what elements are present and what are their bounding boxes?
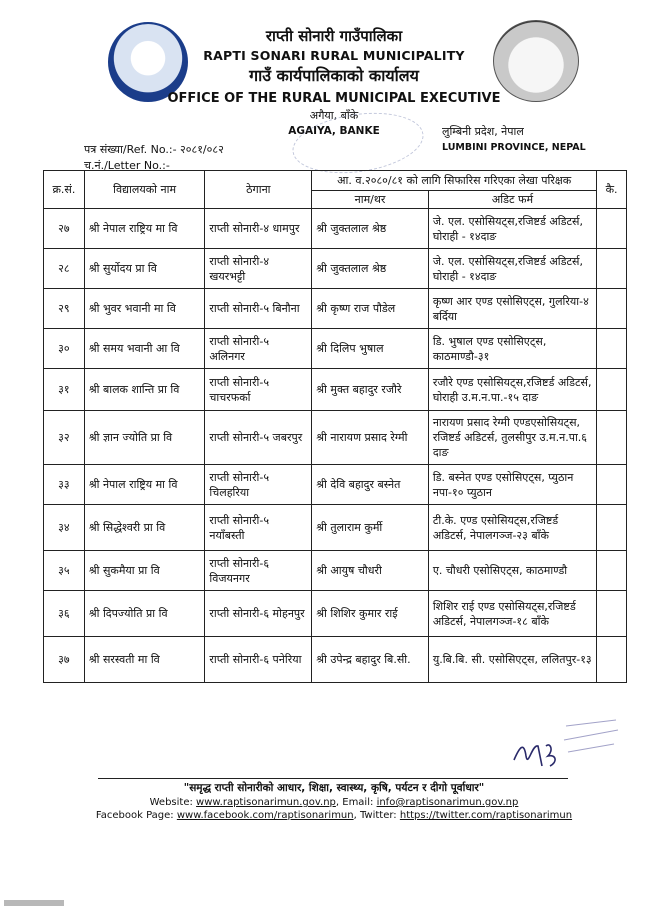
row-address: राप्ती सोनारी-४ खयरभट्टी [205,249,312,289]
header-sn: क्र.सं. [44,171,85,209]
row-remarks [597,505,627,551]
row-sn: ३३ [44,465,85,505]
table-row [44,369,627,411]
row-address: राप्ती सोनारी-५ अलिनगर [205,329,312,369]
row-address: राप्ती सोनारी-४ धामपुर [205,209,312,249]
row-school: श्री नेपाल राष्ट्रिय मा वि [84,465,205,505]
row-sn: ३५ [44,551,85,591]
website-link[interactable]: www.raptisonarimun.gov.np [196,797,336,808]
office-name-en: OFFICE OF THE RURAL MUNICIPAL EXECUTIVE [167,91,501,106]
row-auditor: श्री आयुष चौधरी [312,551,429,591]
row-sn: ३१ [44,369,85,411]
header-auditor-group: आ. व.२०८०/८१ को लागि सिफारिस गरिएका लेखा परिक्षक [312,171,597,191]
row-auditor: श्री नारायण प्रसाद रेग्मी [312,411,429,465]
municipality-name-np: राप्ती सोनारी गाउँपालिका [265,27,403,45]
table-row [44,249,627,289]
row-firm: टी.के. एण्ड एसोसियट्स,रजिष्टर्ड अडिटर्स, नेपालगञ्ज-२३ बाँके [428,505,596,551]
footer-slogan: "समृद्ध राप्ती सोनारीको आधार, शिक्षा, स्वास्थ्य, कृषि, पर्यटन र दीगो पूर्वाधार" [183,782,485,794]
email-link[interactable]: info@raptisonarimun.gov.np [376,797,519,808]
table-row [44,411,627,465]
auditor-recommendation-table [43,170,627,683]
row-remarks [597,591,627,637]
row-firm: जे. एल. एसोसियट्स,रजिष्टर्ड अडिटर्स, घोराही - १४दाङ [428,249,596,289]
row-school: श्री ज्ञान ज्योति प्रा वि [84,411,205,465]
header-audit-firm: अडिट फर्म [428,191,596,209]
row-address: राप्ती सोनारी-६ विजयनगर [205,551,312,591]
table-row [44,329,627,369]
footer-contact-line [0,797,668,808]
office-name-np: गाउँ कार्यपालिकाको कार्यालय [249,66,419,85]
header-school: विद्यालयको नाम [84,171,205,209]
row-firm: डि. बस्नेत एण्ड एसोसिएट्स, प्युठान नपा-१० प्युठान [428,465,596,505]
row-firm: कृष्ण आर एण्ड एसोसिएट्स, गुलरिया-४ बर्दिया [428,289,596,329]
table-row [44,289,627,329]
footer-divider [98,778,568,779]
twitter-link[interactable]: https://twitter.com/raptisonarimun [399,810,573,821]
row-firm: शिशिर राई एण्ड एसोसियट्स,रजिष्टर्ड अडिटर्स, नेपालगञ्ज-१८ बाँके [428,591,596,637]
row-address: राप्ती सोनारी-५ नयाँबस्ती [205,505,312,551]
row-sn: २७ [44,209,85,249]
row-auditor: श्री कृष्ण राज पौडेल [312,289,429,329]
row-sn: ३६ [44,591,85,637]
row-remarks [597,551,627,591]
row-remarks [597,637,627,683]
table-row [44,465,627,505]
row-sn: ३० [44,329,85,369]
signature [506,716,626,776]
row-sn: ३२ [44,411,85,465]
header-address: ठेगाना [205,171,312,209]
municipality-name-en: RAPTI SONARI RURAL MUNICIPALITY [203,48,465,63]
table-row [44,591,627,637]
row-sn: २९ [44,289,85,329]
row-school: श्री सरस्वती मा वि [84,637,205,683]
facebook-link[interactable]: www.facebook.com/raptisonarimun [176,810,354,821]
location-en: AGAIYA, BANKE [288,125,380,137]
row-firm: जे. एल. एसोसियट्स,रजिष्टर्ड अडिटर्स, घोराही - १४दाङ [428,209,596,249]
row-school: श्री नेपाल राष्ट्रिय मा वि [84,209,205,249]
email-label: , Email: [335,797,374,808]
table-row [44,209,627,249]
ref-number [84,142,224,157]
row-firm: डि. भुषाल एण्ड एसोसिएट्स, काठमाण्डौ-३१ [428,329,596,369]
province-en: LUMBINI PROVINCE, NEPAL [442,142,586,153]
row-sn: ३४ [44,505,85,551]
table-row [44,637,627,683]
row-remarks [597,289,627,329]
row-school: श्री दिपज्योति प्रा वि [84,591,205,637]
row-address: राप्ती सोनारी-६ मोहनपुर [205,591,312,637]
letter-number: च.नं./Letter No.:- [84,159,170,172]
row-school: श्री भुवर भवानी मा वि [84,289,205,329]
row-remarks [597,249,627,289]
row-auditor: श्री दिलिप भुषाल [312,329,429,369]
row-address: राप्ती सोनारी-५ चाचरफर्का [205,369,312,411]
province-np: लुम्बिनी प्रदेश, नेपाल [442,125,524,138]
ref-value: २०८१/०८२ [180,143,224,156]
twitter-label: , Twitter: [353,810,397,821]
row-school: श्री सुर्योदय प्रा वि [84,249,205,289]
row-auditor: श्री उपेन्द्र बहादुर बि.सी. [312,637,429,683]
row-firm: ए. चौधरी एसोसिएट्स, काठमाण्डौ [428,551,596,591]
row-firm: नारायण प्रसाद रेग्मी एण्डएसोसियट्स, रजिष्टर्ड अडिटर्स, तुलसीपुर उ.म.न.पा.६ दाङ [428,411,596,465]
row-auditor: श्री देवि बहादुर बस्नेत [312,465,429,505]
row-school: श्री सिद्धेश्वरी प्रा वि [84,505,205,551]
facebook-label: Facebook Page: [95,810,174,821]
footer-social-line [0,810,668,821]
ref-label: पत्र संख्या/Ref. No.:- [84,143,177,156]
row-auditor: श्री मुक्त बहादुर रजौरे [312,369,429,411]
row-school: श्री समय भवानी आ वि [84,329,205,369]
row-firm: रजौरे एण्ड एसोसियट्स,रजिष्टर्ड अडिटर्स, घोराही उ.म.न.पा.-१५ दाङ [428,369,596,411]
row-remarks [597,411,627,465]
row-sn: ३७ [44,637,85,683]
row-remarks [597,369,627,411]
row-school: श्री सुकमैया प्रा वि [84,551,205,591]
header-auditor-name: नाम/थर [312,191,429,209]
row-auditor: श्री तुलाराम कुर्मी [312,505,429,551]
row-school: श्री बालक शान्ति प्रा वि [84,369,205,411]
row-auditor: श्री जुक्तलाल श्रेष्ठ [312,249,429,289]
website-label: Website: [149,797,193,808]
row-sn: २८ [44,249,85,289]
table-row [44,551,627,591]
row-remarks [597,465,627,505]
row-auditor: श्री जुक्तलाल श्रेष्ठ [312,209,429,249]
row-address: राप्ती सोनारी-५ चिलहरिया [205,465,312,505]
header-remarks: कै. [597,171,627,209]
row-remarks [597,209,627,249]
table-row [44,505,627,551]
row-remarks [597,329,627,369]
row-firm: यु.बि.बि. सी. एसोसिएट्स, ललितपुर-१३ [428,637,596,683]
row-address: राप्ती सोनारी-५ जबरपुर [205,411,312,465]
row-address: राप्ती सोनारी-६ पनेरिया [205,637,312,683]
scanner-watermark [4,900,64,906]
row-address: राप्ती सोनारी-५ बिनौना [205,289,312,329]
row-auditor: श्री शिशिर कुमार राई [312,591,429,637]
location-np: अगैया, बाँके [309,109,359,122]
